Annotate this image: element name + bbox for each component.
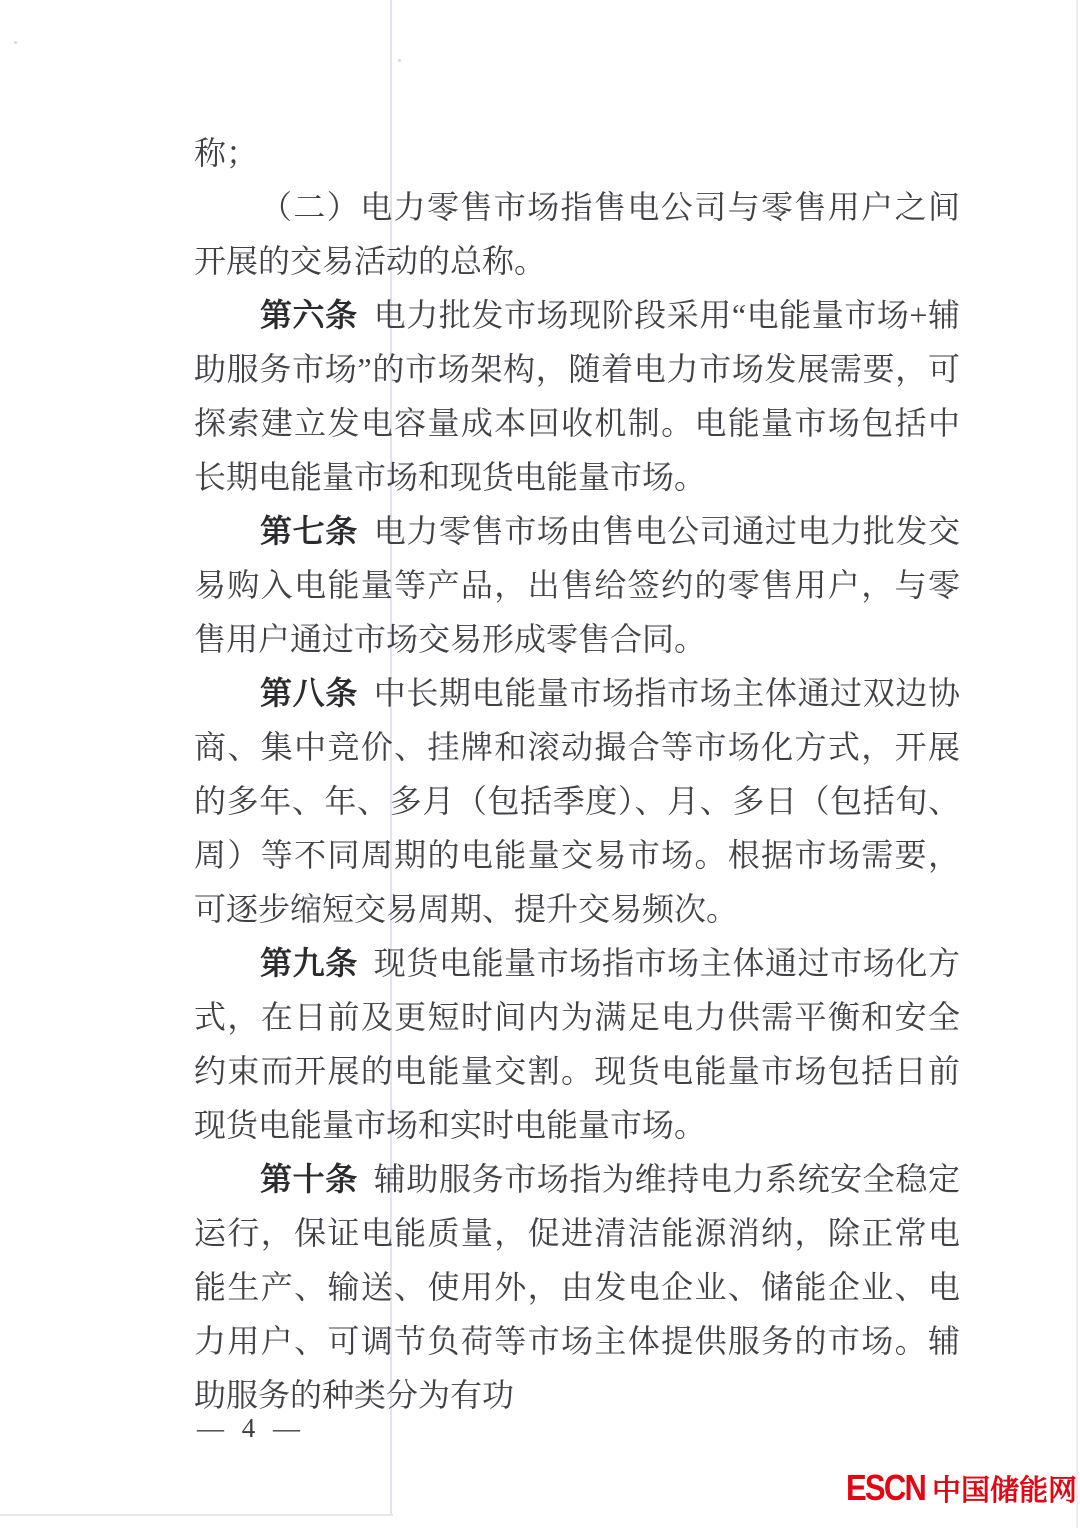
paragraph-continuation: 称； <box>194 135 259 171</box>
paragraph-article-10 <box>194 1152 960 1422</box>
paragraph-text: （二）电力零售市场指售电公司与零售用户之间开展的交易活动的总称。 <box>194 189 960 279</box>
scan-dust-speck <box>14 41 17 44</box>
paragraph-article-9 <box>194 936 960 1152</box>
article-number: 第八条 <box>260 675 358 711</box>
escn-watermark-logo <box>846 1466 1077 1510</box>
scan-artifact-bottom-edge <box>0 1514 393 1516</box>
scan-artifact-right-edge <box>1076 0 1078 1528</box>
paragraph-item-2 <box>194 180 960 288</box>
paragraph-article-7 <box>194 504 960 666</box>
paragraph-article-8 <box>194 666 960 936</box>
paragraph-text: 辅助服务市场指为维持电力系统安全稳定运行，保证电能质量，促进清洁能源消纳，除正常电能生产、输送、使用外，由发电企业、储能企业、电力用户、可调节负荷等市场主体提供服务的市场。辅助服务的种类分为有功 <box>194 1161 960 1413</box>
paragraph-article-6 <box>194 288 960 504</box>
paragraph-text: 电力批发市场现阶段采用“电能量市场+辅助服务市场”的市场架构，随着电力市场发展需要，可探索建立发电容量成本回收机制。电能量市场包括中长期电能量市场和现货电能量市场。 <box>194 297 960 495</box>
paragraph-text: 中长期电能量市场指市场主体通过双边协商、集中竞价、挂牌和滚动撮合等市场化方式，开展的多年、年、多月（包括季度）、月、多日（包括旬、周）等不同周期的电能量交易市场。根据市场需要，可逐步缩短交易周期、提升交易频次。 <box>194 675 960 927</box>
article-number: 第十条 <box>260 1161 358 1197</box>
paragraph-text: 电力零售市场由售电公司通过电力批发交易购入电能量等产品，出售给签约的零售用户，与零售用户通过市场交易形成零售合同。 <box>194 513 960 657</box>
body-text <box>194 126 960 1422</box>
paragraph-text: 现货电能量市场指市场主体通过市场化方式，在日前及更短时间内为满足电力供需平衡和安全约束而开展的电能量交割。现货电能量市场包括日前现货电能量市场和实时电能量市场。 <box>194 945 960 1143</box>
escn-logo-latin-text: ESCN <box>846 1467 926 1508</box>
page-number: — 4 — <box>197 1413 301 1443</box>
article-number: 第九条 <box>260 945 358 981</box>
article-number: 第七条 <box>260 513 358 549</box>
escn-logo-cjk-text: 中国储能网 <box>932 1474 1078 1507</box>
scan-dust-speck <box>398 59 401 62</box>
article-number: 第六条 <box>260 297 358 333</box>
